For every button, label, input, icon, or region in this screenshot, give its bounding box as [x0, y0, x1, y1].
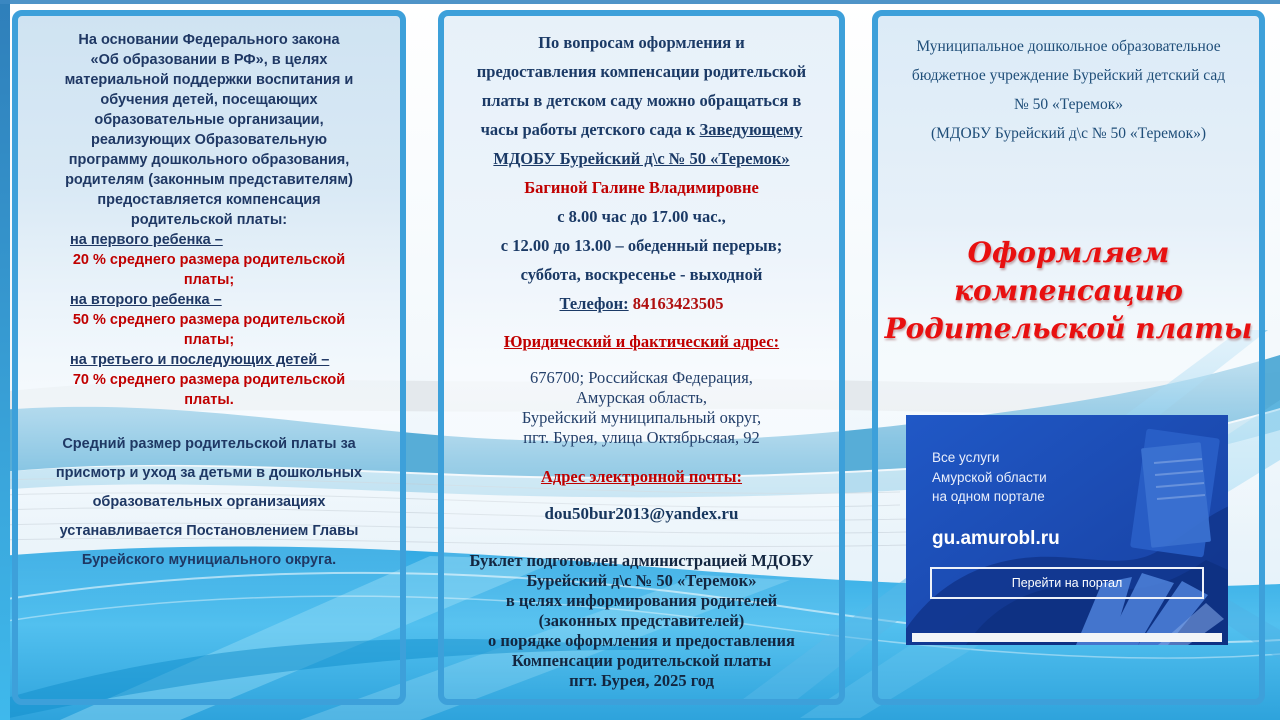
org-name-line: бюджетное учреждение Бурейский детский сад [911, 67, 1226, 84]
tagline-line: Амурской области [932, 469, 1047, 485]
inquiry-line: предоставления компенсации родительской [476, 62, 807, 81]
organization-name [878, 16, 1259, 148]
colophon-line: о порядке оформления и предоставления [488, 631, 795, 650]
tier-second-child-label: на второго ребенка – [70, 292, 222, 308]
intro-line: На основании Федерального закона [78, 32, 340, 48]
portal-url: gu.amurobl.ru [932, 528, 1060, 549]
tier-third-child-value: 70 % среднего размера родительской [72, 372, 346, 388]
intro-line: родителям (законным представителям) [65, 172, 353, 188]
note-line: присмотр и уход за детьми в дошкольных [55, 465, 363, 481]
colophon-line: пгт. Бурея, 2025 год [569, 671, 714, 690]
tier-first-child-value: 20 % среднего размера родительской [72, 252, 346, 268]
email-heading: Адрес электронной почты: [540, 467, 743, 486]
phone-label: Телефон: [559, 294, 629, 313]
note-line: Средний размер родительской платы за [62, 436, 356, 452]
colophon-line: Буклет подготовлен администрацией МДОБУ [469, 551, 814, 570]
org-name-line: № 50 «Теремок» [1013, 96, 1123, 113]
brochure-title [878, 234, 1259, 348]
inquiry-line [452, 144, 831, 173]
compensation-tier-list [32, 230, 386, 410]
address-line: пгт. Бурея, улица Октябрьсяая, 92 [523, 428, 760, 447]
intro-line: «Об образовании в РФ», в целях [90, 52, 328, 68]
inquiry-line: платы в детском саду можно обращаться в [481, 91, 802, 110]
banner-tagline [932, 448, 1047, 507]
intro-line: предоставляется компенсация [97, 192, 321, 208]
address-line: 676700; Российская Федерация, [530, 368, 753, 387]
tier-third-child-value: платы. [184, 392, 234, 408]
org-short-name-underlined: МДОБУ Бурейский д\с № 50 «Теремок» [493, 149, 790, 168]
colophon-line: в целях информирования родителей [505, 591, 778, 610]
schedule-line: с 8.00 час до 17.00 час., [557, 207, 726, 226]
address-line: Амурская область, [576, 388, 707, 407]
intro-line: материальной поддержки воспитания и [64, 72, 354, 88]
head-title-underlined: Заведующему [699, 120, 803, 139]
tier-first-child-label: на первого ребенка – [70, 232, 223, 248]
org-name-line: (МДОБУ Бурейский д\с № 50 «Теремок») [930, 125, 1207, 142]
tagline-line: на одном портале [932, 489, 1045, 504]
intro-line: обучения детей, посещающих [100, 92, 318, 108]
tier-second-child-value: платы; [183, 332, 235, 348]
title-line: Родительской платы [884, 312, 1253, 345]
postal-address [452, 368, 831, 448]
go-to-portal-button[interactable]: Перейти на портал [930, 567, 1204, 599]
note-line: устанавливается Постановлением Главы [59, 523, 359, 539]
panel-cover [872, 10, 1265, 705]
inquiry-line [452, 115, 831, 144]
org-name-line: Муниципальное дошкольное образовательное [916, 38, 1221, 55]
tagline-line: Все услуги [932, 450, 1000, 465]
note-line: Бурейского мунициального округа. [81, 552, 337, 568]
panel-compensation-terms [12, 10, 406, 705]
tier-third-child-label: на третьего и последующих детей – [70, 352, 330, 368]
title-line: Оформляем [967, 236, 1170, 269]
banner-bottom-strip [912, 633, 1222, 642]
phone-line [452, 289, 831, 318]
colophon-line: Компенсации родительской платы [511, 651, 772, 670]
phone-number: 84163423505 [632, 294, 724, 313]
intro-line: реализующих Образовательную [91, 132, 327, 148]
colophon-line: Бурейский д\с № 50 «Теремок» [526, 571, 757, 590]
inquiry-paragraph [452, 28, 831, 173]
colophon [452, 551, 831, 691]
tier-second-child-value: 50 % среднего размера родительской [72, 312, 346, 328]
title-line: компенсацию [954, 274, 1183, 307]
head-person-name: Багиной Галине Владимировне [524, 178, 759, 197]
intro-line: образовательные организации, [94, 112, 324, 128]
panel-contacts [438, 10, 845, 705]
colophon-line: (законных представителей) [538, 611, 745, 630]
inquiry-line: По вопросам оформления и [538, 33, 745, 52]
email-address: dou50bur2013@yandex.ru [544, 504, 739, 523]
intro-line: программу дошкольного образования, [68, 152, 350, 168]
address-line: Бурейский муниципальный округ, [521, 408, 762, 427]
schedule-line: суббота, воскресенье - выходной [520, 265, 763, 284]
address-heading: Юридический и фактический адрес: [503, 332, 780, 351]
schedule-line: с 12.00 до 13.00 – обеденный перерыв; [500, 236, 783, 255]
legal-intro-paragraph [34, 30, 384, 230]
intro-line: родительской платы: [130, 212, 288, 228]
average-fee-note [32, 430, 386, 575]
portal-banner [906, 415, 1228, 645]
note-line: образовательных организациях [92, 494, 326, 510]
inquiry-text: часы работы детского сада к [480, 120, 700, 139]
tier-first-child-value: платы; [183, 272, 235, 288]
